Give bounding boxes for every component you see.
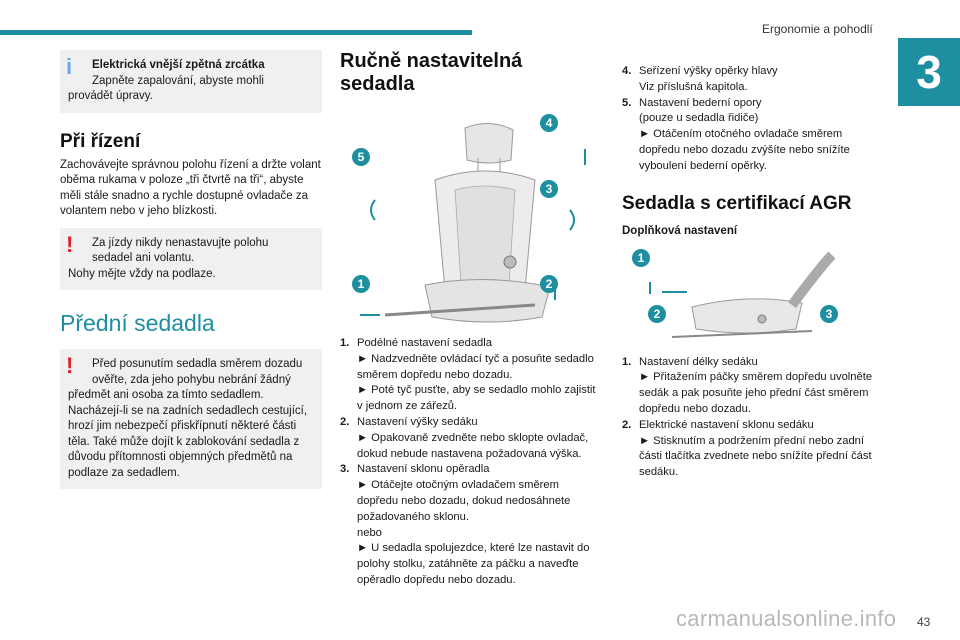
item-line: ► Stisknutím a podržením přední nebo zadní části tlačítka zvednete nebo snížíte přední část sedáku.	[639, 434, 872, 479]
item-line: ► Nadzvedněte ovládací tyč a posuňte sedadlo směrem dopředu nebo dozadu.	[357, 352, 594, 381]
list-item	[340, 336, 602, 415]
additional-settings-heading: Doplňková nastavení	[622, 224, 738, 237]
list-item	[622, 64, 884, 96]
item-title: Podélné nastavení sedadla	[357, 337, 492, 349]
item-line: ► Poté tyč pusťte, aby se sedadlo mohlo zajistit v jednom ze zářezů.	[357, 384, 596, 413]
item-number: 1.	[622, 355, 632, 368]
warning-line1: Za jízdy nikdy nenastavujte polohu	[92, 236, 269, 249]
badge-2: 2	[540, 275, 558, 293]
item-title: Elektrické nastavení sklonu sedáku	[639, 418, 814, 431]
item-number: 3.	[340, 463, 350, 476]
warning-line3: Nohy mějte vždy na podlaze.	[68, 267, 216, 280]
badge-4: 4	[540, 114, 558, 132]
item-number: 5.	[622, 96, 632, 109]
agr-badge-1: 1	[632, 249, 650, 267]
item-line: ► Otáčením otočného ovladače směrem dopředu nebo dozadu zvýšíte nebo snížíte vyboulení bederní opěrky.	[639, 128, 850, 172]
manual-seats-heading: Ručně nastavitelná sedadla	[340, 50, 523, 95]
column-middle	[340, 50, 602, 589]
warning-seats-line2: ověřte, zda jeho pohybu nebrání žádný	[92, 373, 291, 386]
list-item	[622, 96, 884, 175]
manual-adjustments-list	[340, 336, 602, 589]
warning-icon: !	[66, 353, 74, 378]
badge-5: 5	[352, 148, 370, 166]
page-number: 43	[917, 615, 931, 629]
agr-badge-3: 3	[820, 305, 838, 323]
warning-icon: !	[66, 231, 74, 257]
list-item	[622, 355, 884, 418]
warning-seats-rest: předmět ani osoba za tímto sedadlem. Nacházejí-li se na zadních sedadlech cestující, hrozí jim nebezpečí přiskřípnutí některé části těla. Také může dojít k zablokování sedadla z důvodu přítomnosti objemných předmětů na podlaze za sedadlem.	[68, 389, 308, 479]
info-icon: i	[66, 54, 73, 79]
driving-heading: Při řízení	[60, 130, 141, 152]
agr-badge-2: 2	[648, 305, 666, 323]
watermark: carmanualsonline.info	[676, 606, 897, 631]
list-item	[340, 415, 602, 462]
item-line: ► Otáčejte otočným ovladačem směrem dopředu nebo dozadu, dokud nedosáhnete požadovaného sklonu.	[357, 479, 571, 523]
info-box-line2: provádět úpravy.	[68, 90, 153, 102]
badge-3: 3	[540, 180, 558, 198]
seat-adjustment-illustration	[340, 110, 602, 330]
item-title: Nastavení bederní opory	[639, 96, 762, 109]
item-line: ► U sedadla spolujezdce, které lze nastavit do polohy stolku, zatáhněte za páčku a naveďte opěradlo dopředu nebo dozadu.	[357, 542, 590, 586]
item-line: ► Opakovaně zvedněte nebo sklopte ovladač, dokud nebude nastavena požadovaná výška.	[357, 431, 589, 460]
badge-1: 1	[352, 275, 370, 293]
seat-drawing	[340, 110, 602, 330]
item-line: (pouze u sedadla řidiče)	[639, 112, 759, 125]
item-number: 4.	[622, 65, 632, 77]
item-line: Viz příslušná kapitola.	[639, 80, 748, 93]
column-right	[622, 64, 884, 481]
item-title: Nastavení výšky sedáku	[357, 415, 478, 428]
item-title: Nastavení délky sedáku	[639, 355, 758, 368]
item-number: 2.	[622, 418, 632, 431]
column-left	[60, 50, 322, 489]
item-line: nebo	[357, 526, 382, 539]
driving-text: Zachovávejte správnou polohu řízení a držte volant oběma rukama v poloze „tři čtvrtě na tři“, abyste měli stále snadno a rychle dostupné ovladače za volantem nebo v jeho blízkosti.	[60, 158, 321, 217]
agr-seats-heading: Sedadla s certifikací AGR	[622, 192, 852, 214]
warning-line2: sedadel ani volantu.	[92, 252, 195, 264]
agr-seat-illustration	[622, 247, 884, 347]
info-box-mirrors	[60, 50, 322, 113]
header-accent-bar	[0, 30, 472, 35]
section-title: Ergonomie a pohodlí	[762, 22, 873, 36]
warning-seats-line1: Před posunutím sedadla směrem dozadu	[92, 358, 303, 370]
agr-seat-drawing	[622, 247, 884, 347]
list-item	[340, 462, 602, 588]
adjustments-list-continued	[622, 64, 884, 175]
info-box-line1: Zapněte zapalování, abyste mohli	[92, 74, 264, 87]
chapter-number: 3	[898, 38, 960, 106]
item-number: 2.	[340, 415, 350, 428]
front-seats-heading: Přední sedadla	[60, 310, 215, 336]
list-item	[622, 418, 884, 481]
item-title: Nastavení sklonu opěradla	[357, 463, 490, 476]
item-line: ► Přitažením páčky směrem dopředu uvolněte sedák a pak posuňte jeho přední část směrem dopředu nebo dozadu.	[639, 371, 873, 415]
item-number: 1.	[340, 337, 350, 349]
warning-box-seats	[60, 349, 322, 489]
info-box-title: Elektrická vnější zpětná zrcátka	[92, 59, 265, 71]
warning-box-driving	[60, 228, 322, 291]
item-title: Seřízení výšky opěrky hlavy	[639, 65, 778, 77]
agr-adjustments-list	[622, 355, 884, 481]
